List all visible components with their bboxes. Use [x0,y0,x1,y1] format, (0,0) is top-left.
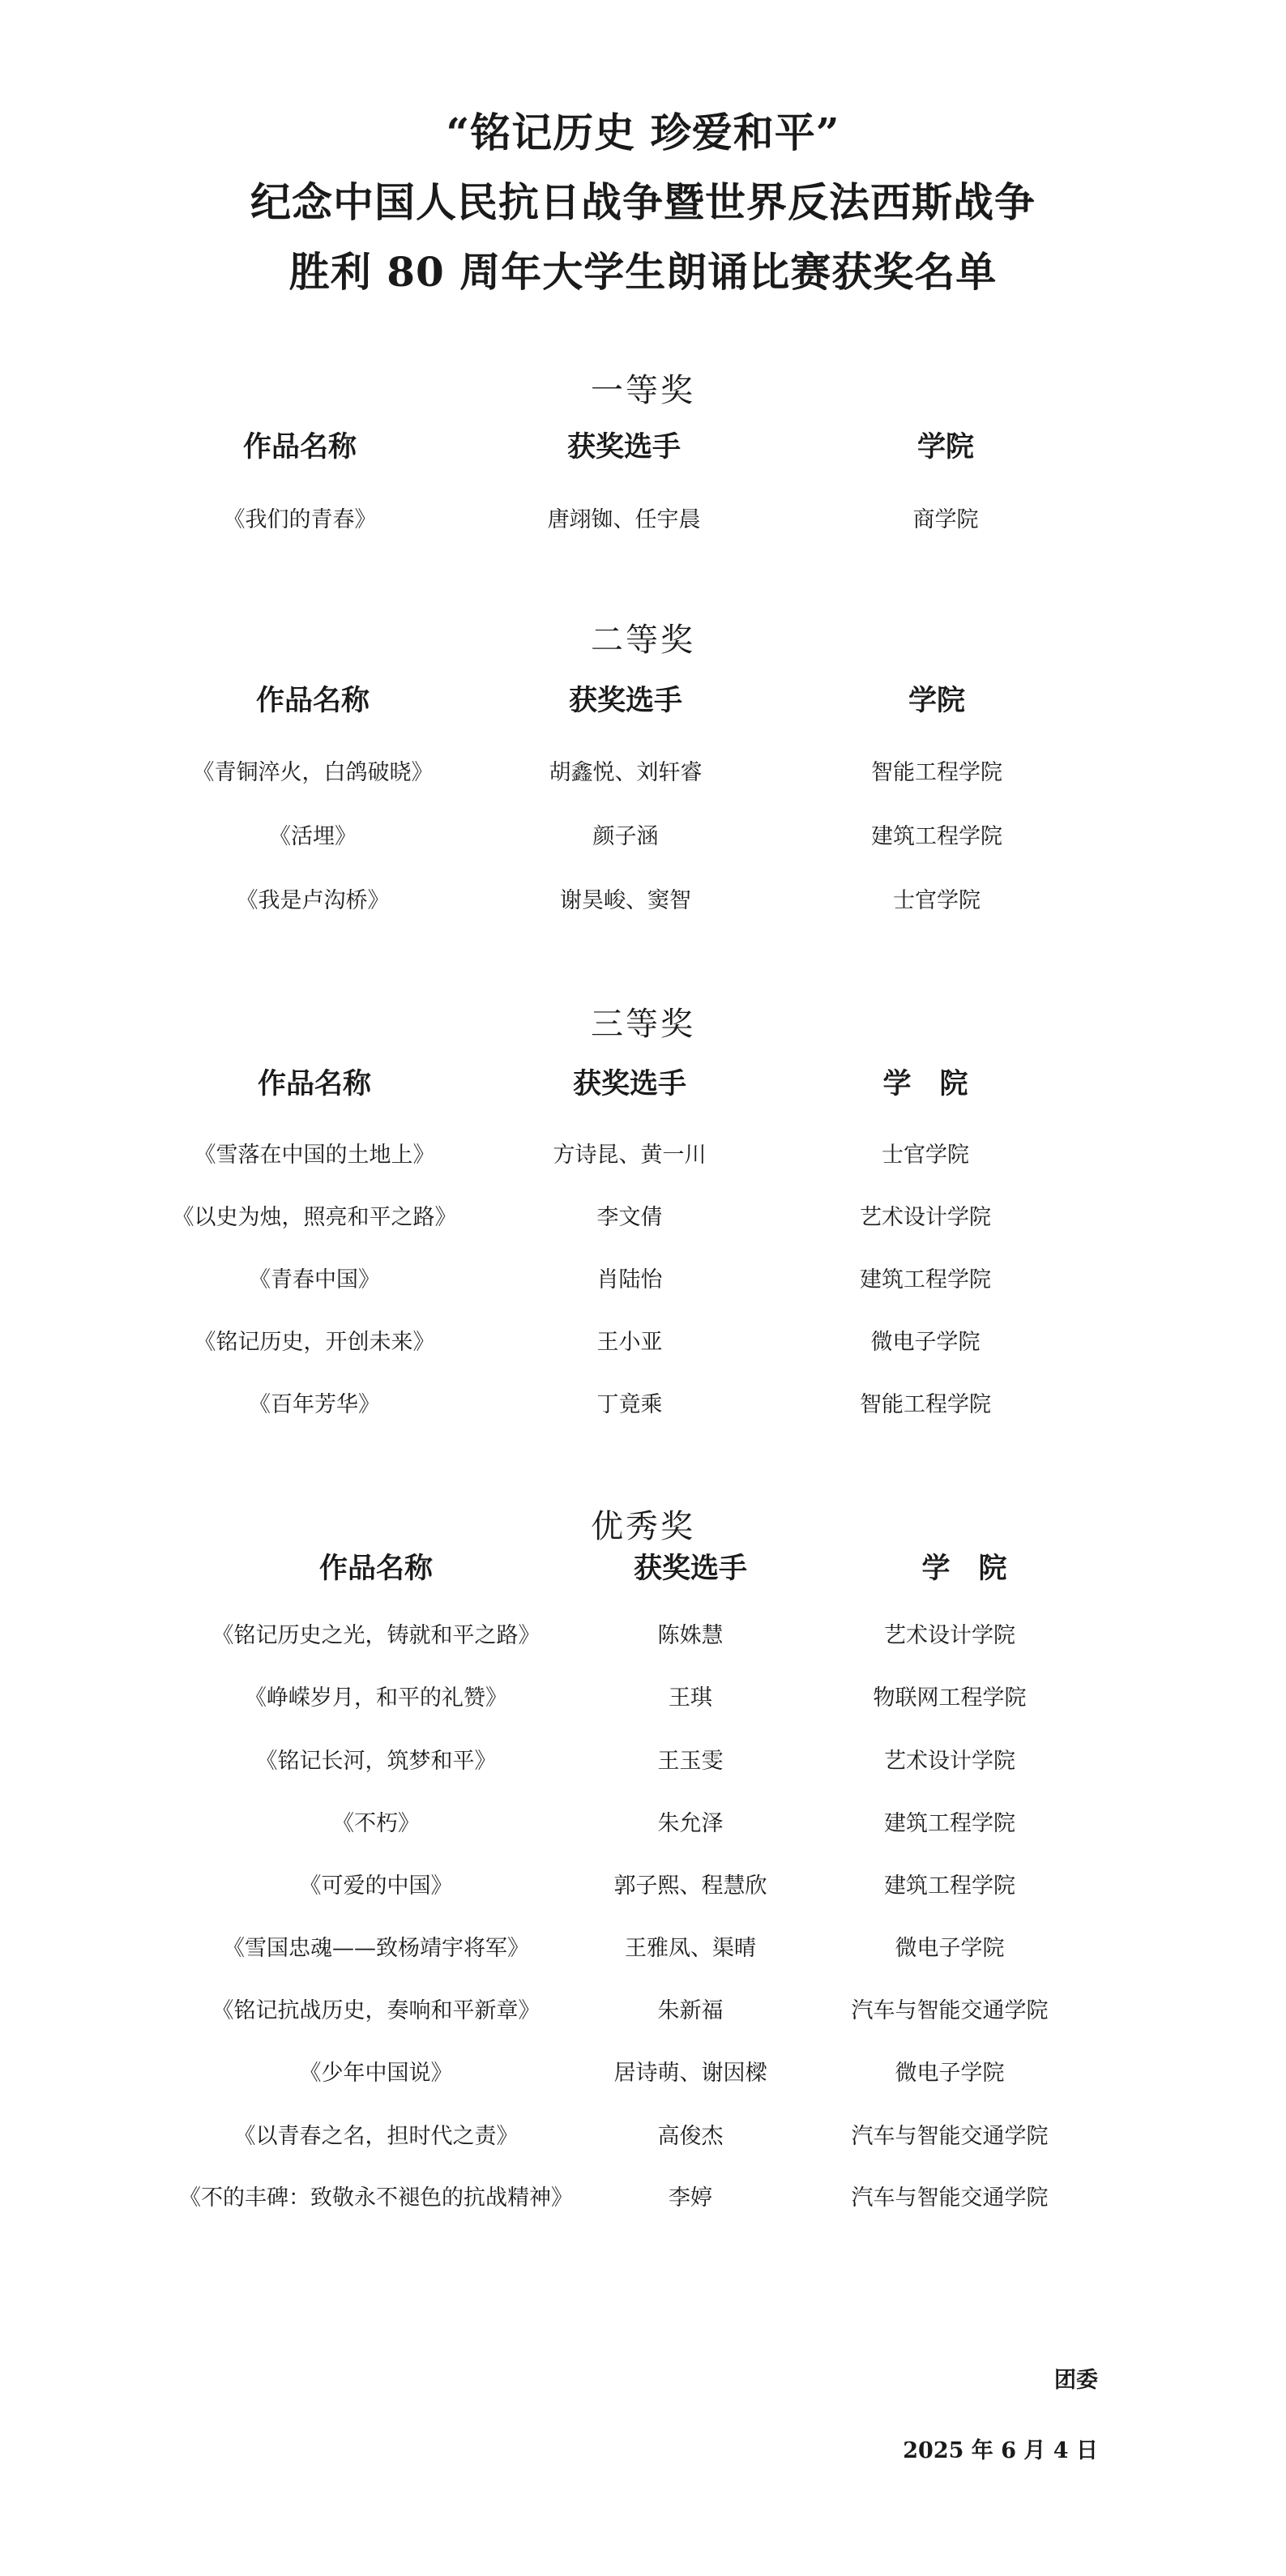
cell-work-title: 《青春中国》 [249,1267,380,1292]
cell-college: 士官学院 [893,888,981,913]
cell-college: 微电子学院 [895,1936,1005,1961]
cell-college: 智能工程学院 [871,760,1002,785]
table-row [0,1618,1286,1654]
cell-winner: 郭子熙、程慧欣 [613,1873,767,1899]
cell-winner: 朱新福 [657,1998,724,2023]
title-line-1: “铭记历史 珍爱和平” [446,109,840,156]
cell-winner: 方诗昆、黄一川 [553,1143,707,1168]
cell-work-title: 《以史为烛，照亮和平之路》 [172,1205,457,1230]
cell-college: 汽车与智能交通学院 [851,2124,1049,2149]
table-row [0,755,1286,791]
header-winner: 获奖选手 [568,684,683,717]
table-row [0,819,1286,855]
cell-winner: 王雅凤、渠晴 [625,1936,756,1961]
table-row [0,2056,1286,2091]
cell-college: 汽车与智能交通学院 [851,2185,1049,2211]
cell-work-title: 《不的丰碑：致敬永不褪色的抗战精神》 [179,2185,573,2211]
section-heading: 优秀奖 [591,1508,695,1545]
cell-college: 微电子学院 [870,1330,981,1355]
header-college: 学院 [908,684,966,717]
cell-winner: 陈姝慧 [657,1623,724,1648]
cell-college: 艺术设计学院 [884,1623,1015,1648]
issue-date: 2025 年 6 月 4 日 [903,2438,1098,2463]
cell-college: 艺术设计学院 [860,1205,991,1230]
cell-college: 建筑工程学院 [871,824,1002,849]
cell-work-title: 《可爱的中国》 [299,1873,453,1899]
table-row [0,1931,1286,1967]
cell-winner: 肖陆怡 [596,1267,663,1292]
table-row [0,2181,1286,2216]
table-row [0,1387,1286,1423]
cell-winner: 王玉雯 [657,1749,724,1774]
table-row [0,1200,1286,1236]
section-heading: 一等奖 [591,372,695,409]
header-college: 学 院 [882,1067,968,1100]
cell-work-title: 《我们的青春》 [223,507,377,532]
cell-college: 士官学院 [882,1143,969,1168]
header-work-title: 作品名称 [318,1552,434,1585]
cell-college: 物联网工程学院 [873,1685,1027,1711]
table-row [0,1681,1286,1716]
cell-work-title: 《铭记历史，开创未来》 [194,1330,435,1355]
cell-winner: 颜子涵 [592,824,659,849]
table-row [0,1138,1286,1173]
title-line-2: 纪念中国人民抗日战争暨世界反法西斯战争 [250,178,1036,226]
cell-work-title: 《活埋》 [269,824,357,849]
title-line-3: 胜利 80 周年大学生朗诵比赛获奖名单 [288,248,998,296]
cell-college: 汽车与智能交通学院 [851,1998,1049,2023]
table-row [0,883,1286,919]
cell-college: 商学院 [912,507,979,532]
cell-college: 建筑工程学院 [860,1267,991,1292]
cell-winner: 唐翊铷、任宇晨 [547,507,701,532]
cell-work-title: 《雪国忠魂——致杨靖宇将军》 [223,1936,529,1961]
section-heading: 三等奖 [591,1006,695,1043]
table-row [0,1325,1286,1361]
table-header [0,1551,1286,1587]
header-winner: 获奖选手 [633,1552,748,1585]
header-college: 学 院 [921,1552,1007,1585]
table-row [0,1993,1286,2029]
cell-work-title: 《雪落在中国的土地上》 [194,1143,435,1168]
cell-winner: 高俊杰 [657,2124,724,2149]
cell-college: 艺术设计学院 [884,1749,1015,1774]
header-college: 学院 [916,430,975,464]
cell-work-title: 《铭记历史之光，铸就和平之路》 [211,1623,540,1648]
section-heading: 二等奖 [591,622,695,659]
table-row [0,1262,1286,1298]
cell-college: 微电子学院 [895,2061,1005,2086]
cell-winner: 朱允泽 [657,1811,724,1836]
cell-winner: 李文倩 [596,1205,663,1230]
cell-college: 建筑工程学院 [884,1811,1015,1836]
table-header [0,1066,1286,1102]
header-work-title: 作品名称 [255,684,370,717]
table-row [0,502,1286,538]
cell-work-title: 《少年中国说》 [299,2061,453,2086]
table-header [0,683,1286,719]
cell-winner: 胡鑫悦、刘轩睿 [549,760,703,785]
cell-work-title: 《我是卢沟桥》 [236,888,390,913]
header-winner: 获奖选手 [566,430,681,464]
cell-winner: 王琪 [669,1685,712,1711]
cell-college: 智能工程学院 [860,1392,991,1417]
cell-work-title: 《青铜淬火，白鸽破晓》 [192,760,434,785]
cell-work-title: 《峥嵘岁月，和平的礼赞》 [245,1685,507,1711]
cell-winner: 王小亚 [596,1330,663,1355]
header-work-title: 作品名称 [257,1067,372,1100]
cell-winner: 丁竟乘 [596,1392,663,1417]
table-row [0,2119,1286,2155]
issuing-organization: 团委 [1054,2368,1098,2393]
table-header [0,429,1286,465]
table-row [0,1744,1286,1779]
table-row [0,1806,1286,1842]
cell-work-title: 《铭记抗战历史，奏响和平新章》 [211,1998,540,2023]
cell-winner: 李婷 [669,2185,712,2211]
table-row [0,1869,1286,1904]
cell-winner: 谢昊峻、窦智 [560,888,691,913]
cell-work-title: 《以青春之名，担时代之责》 [233,2124,519,2149]
cell-winner: 居诗萌、谢因樑 [613,2061,767,2086]
header-work-title: 作品名称 [242,430,357,464]
cell-college: 建筑工程学院 [884,1873,1015,1899]
document-title [0,104,1286,313]
cell-work-title: 《不朽》 [332,1811,420,1836]
cell-work-title: 《铭记长河，筑梦和平》 [255,1749,497,1774]
cell-work-title: 《百年芳华》 [249,1392,380,1417]
header-winner: 获奖选手 [572,1067,687,1100]
